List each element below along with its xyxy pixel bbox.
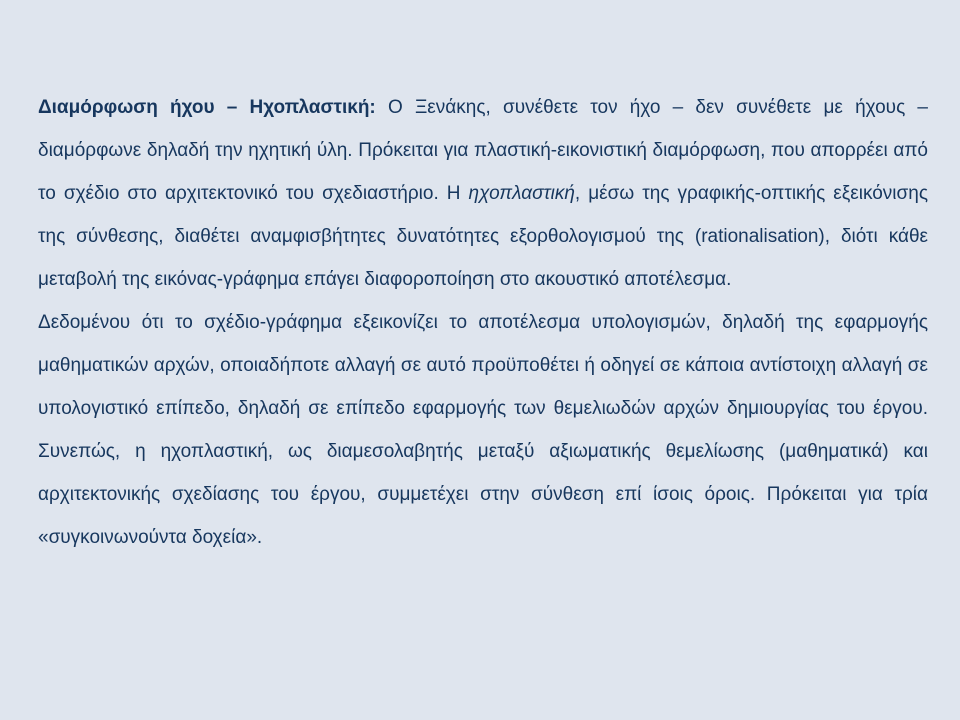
body-text: [38, 86, 928, 559]
emphasized-term: ηχοπλαστική: [468, 183, 575, 204]
paragraph-text: Ο Ξενάκης, συνέθετε τον ήχο – δεν συνέθετε με ήχους – διαμόρφωνε δηλαδή την ηχητική ύλη. Πρόκειται για πλαστική-εικονιστική διαμόρφωση, που απορρέει από το σχέδιο στο αρχιτεκτονικό του σχεδιαστήριο. Η: [38, 97, 928, 204]
paragraph-calculations: Δεδομένου ότι το σχέδιο-γράφημα εξεικονίζει το αποτέλεσμα υπολογισμών, δηλαδή της εφαρμογής μαθηματικών αρχών, οποιαδήποτε αλλαγή σε αυτό προϋποθέτει ή οδηγεί σε κάποια αντίστοιχη αλλαγή σε υπολογιστικό επίπεδο, δηλαδή σε επίπεδο εφαρμογής των θεμελιωδών αρχών δημιουργίας του έργου. Συνεπώς, η ηχοπλαστική, ως διαμεσολαβητής μεταξύ αξιωματικής θεμελίωσης (μαθηματικά) και αρχιτεκτονικής σχεδίασης του έργου, συμμετέχει στην σύνθεση επί ίσοις όροις. Πρόκειται για τρία «συγκοινωνούντα δοχεία».: [38, 312, 928, 548]
paragraph-sound-shaping: [38, 86, 928, 301]
paragraph-text-continued: , μέσω της γραφικής-οπτικής εξεικόνισης της σύνθεσης, διαθέτει αναμφισβήτητες δυνατότητες εξορθολογισμού της (rationalisation), διότι κάθε μεταβολή της εικόνας-γράφημα επάγει διαφοροποίηση στο ακουστικό αποτέλεσμα.: [38, 183, 928, 290]
paragraph-heading: Διαμόρφωση ήχου – Ηχοπλαστική:: [38, 97, 376, 118]
